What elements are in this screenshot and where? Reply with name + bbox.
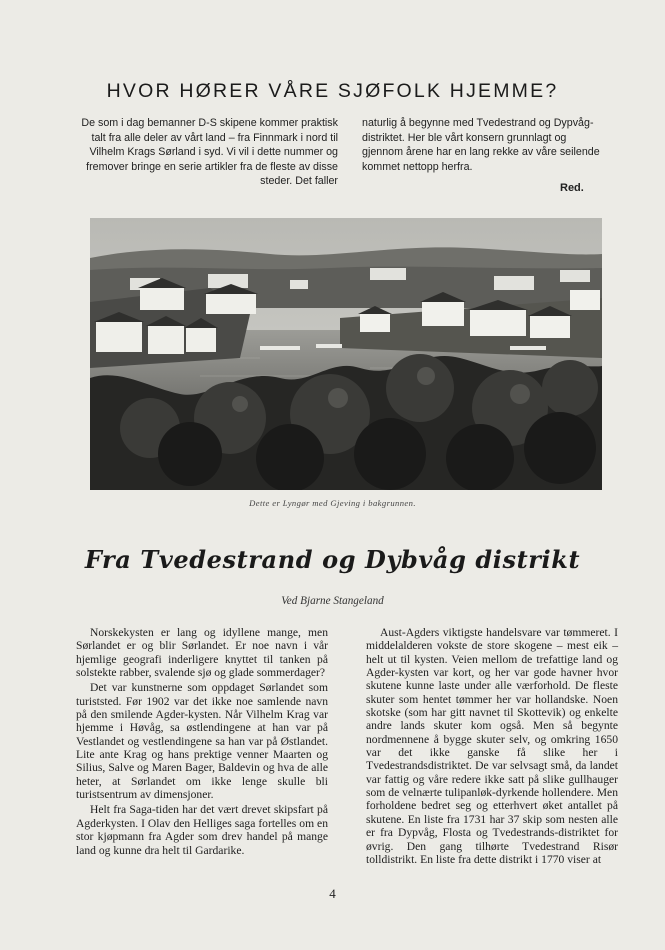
article-byline: Ved Bjarne Stangeland	[281, 595, 384, 607]
article-column-right	[366, 626, 618, 868]
section-header: HVOR HØRER VÅRE SJØFOLK HJEMME?	[106, 80, 559, 102]
page-number: 4	[329, 886, 336, 901]
harbor-photo	[90, 218, 602, 490]
paragraph: Norskekysten er lang og idyllene mange, men Sørlandet er og blir Sørlandet. Er noe navn i vår hjemlige geografi inderligere knyttet til tanken på solstekte rabber, svalende sjø og glade sommerdager?	[76, 626, 328, 680]
intro-text-right: naturlig å begynne med Tvedestrand og Dypvåg-distriktet. Her ble vårt konsern grunnlagt og gjennom årene har en lang rekke av våre seilende kommet nettopp herfra.	[362, 117, 600, 173]
paragraph: Aust-Agders viktigste handelsvare var tømmeret. I middelalderen vokste de store skogene – mest eik – helt ut til kysten. Veien mellom de trefattige land og Agder-kysten var kort, og her var gode havner hvor skutene kunne laste under alle værforhold. De fleste skuter som hentet tømmer her var hollandske. Noen skotske (som har gitt navnet til Skottevik) og enkelte andre lands skuter kom også. Men så begynte nordmennene å bygge skuter selv, og omkring 1650 var det ikke ganske få slike her i Tvedestrandsdistriktet. De var selvsagt små, da landet var fattig og våre redere ikke satt på slike gullhauger som de velnærte tulipanløk-dyrkende hollendere. Men forholdene bedret seg og etterhvert øket antallet på skutene. En liste fra 1731 har 37 skip som nesten alle er fra Dypvåg, Flosta og Tvedestrands-distriktet for øvrig. Den gang tilhørte Tvedestrand Risør tolldistrikt. En liste fra dette distrikt i 1770 viser at	[366, 626, 618, 866]
paragraph: Det var kunstnerne som oppdaget Sørlandet som turiststed. Før 1902 var det ikke noe samlende navn på den smilende Agder-kysten. Når Vilhelm Krag var hjemme i Høvåg, sa østlendingene at han var på Vestlandet og vestlendingene sa han var på Østlandet. Lite ante Krag og hans prektige venner Maarten og Silius, Salve og Maren Bager, Baldevin og hva de alle heter, at Sørlandet om ikke lenge skulle bli turistsentrum av dimensjoner.	[76, 681, 328, 802]
article-column-left	[76, 626, 328, 859]
paragraph: Helt fra Saga-tiden har det vært drevet skipsfart på Agderkysten. I Olav den Helliges saga fortelles om en stor kjøpmann fra Agder som drev handel på mange land og kunne dra helt til Gardarike.	[76, 803, 328, 857]
photo-caption: Dette er Lyngør med Gjeving i bakgrunnen.	[249, 498, 416, 508]
harbor-photo-illustration	[90, 218, 602, 490]
intro-text-left: De som i dag bemanner D-S skipene kommer praktisk talt fra alle deler av vårt land – fra Finnmark i nord til Vilhelm Krags Sørland i syd. Vi vil i dette nummer og fremover bringe en serie artikler fra de fleste av disse steder. Det faller	[81, 117, 338, 188]
editor-signature: Red.	[560, 182, 584, 194]
article-title: Fra Tvedestrand og Dybvåg distrikt	[84, 545, 581, 574]
